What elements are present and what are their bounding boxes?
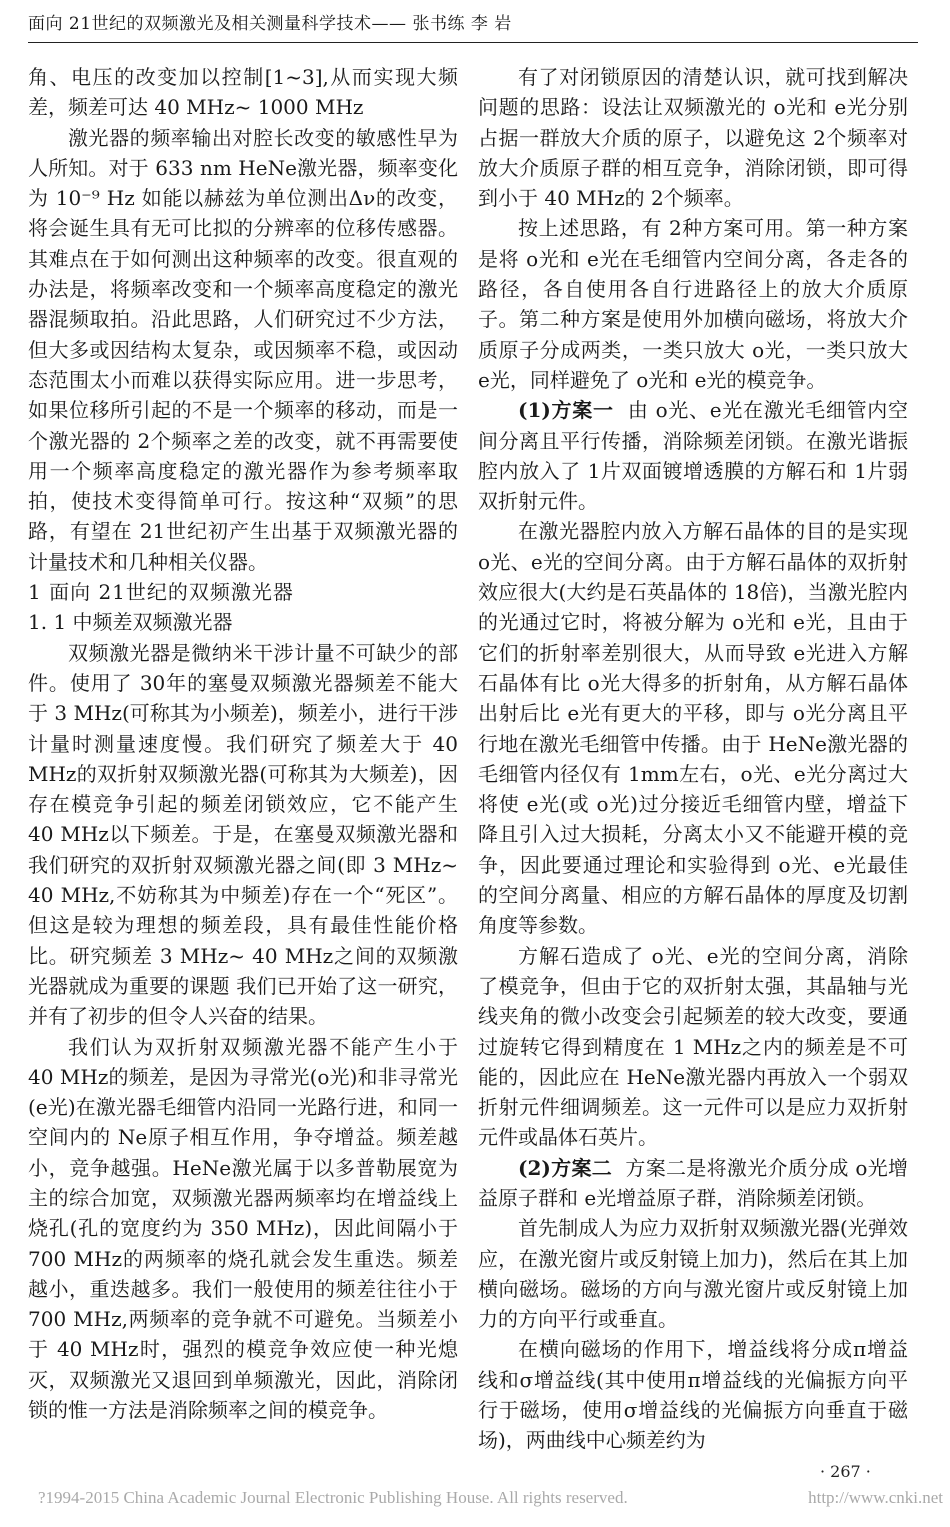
paragraph: 我们认为双折射双频激光器不能产生小于 40 MHz的频差，是因为寻常光(o光)和非寻常光(e光)在激光器毛细管内沿同一光路行进，和同一空间内的 Ne原子相互作用，争夺增益。频差越小，竞争越强。HeNe激光属于以多普勒展宽为主的综合加宽，双频激光器两频率均在增益线上烧孔(孔的宽度约为 350 MHz)，因此间隔小于 700 MHz的两频率的烧孔就会发生重迭。频差越小，重迭越多。我们一般使用的频差往往小于 700 MHz,两频率的竞争就不可避免。当频差小于 40 MHz时，强烈的模竞争效应使一种光熄灭，双频激光又退回到单频激光，因此，消除闭锁的惟一方法是消除频率之间的模竞争。: [28, 1034, 458, 1423]
paragraph: 激光器的频率输出对腔长改变的敏感性早为人所知。对于 633 nm HeNe激光器，频率变化为 10⁻⁹ Hz 如能以赫兹为单位测出Δν的改变，将会诞生具有无可比拟的分辨率的位移传感器。其难点在于如何测出这种频率的改变。很直观的办法是，将频率改变和一个频率高度稳定的激光器混频取拍。沿此思路，人们研究过不少方法，但大多或因结构太复杂，或因频率不稳，或因动态范围太小而难以获得实际应用。进一步思考，如果位移所引起的不是一个频率的移动，而是一个激光器的 2个频率之差的改变，就不再需要使用一个频率高度稳定的激光器作为参考频率取拍，使技术变得简单可行。按这种“双频”的思路，有望在 21世纪初产生出基于双频激光器的计量技术和几种相关仪器。: [28, 125, 458, 574]
footer: [38, 1488, 943, 1518]
scheme-one-text: 由 o光、e光在激光毛细管内空间分离且平行传播，消除频差闭锁。在激光谐振腔内放入了 1片双面镀增透膜的方解石和 1片弱双折射元件。: [478, 398, 909, 514]
footer-url[interactable]: http://www.cnki.net: [808, 1488, 943, 1507]
left-column: [28, 62, 458, 1425]
right-column: [478, 62, 908, 1456]
footer-copyright: ?1994-2015 China Academic Journal Electronic Publishing House. All rights reserved.: [38, 1488, 628, 1507]
running-header: [28, 10, 918, 43]
running-title: 面向 21世纪的双频激光及相关测量科学技术—— 张书练 李 岩: [28, 14, 512, 34]
paragraph: [478, 1153, 908, 1214]
paragraph: 角、电压的改变加以控制[1~3],从而实现大频差，频差可达 40 MHz~ 1000 MHz: [28, 65, 458, 120]
paragraph: 方解石造成了 o光、e光的空间分离，消除了模竞争，但由于它的双折射太强，其晶轴与光线夹角的微小改变会引起频差的较大改变，要通过旋转它得到精度在 1 MHz之内的频差是不可能的，因此应在 HeNe激光器内再放入一个弱双折射元件细调频差。这一元件可以是应力双折射元件或晶体石英片。: [478, 943, 908, 1150]
scheme-one-label: (1)方案一: [518, 398, 614, 423]
paragraph: 双频激光器是微纳米干涉计量不可缺少的部件。使用了 30年的塞曼双频激光器频差不能大于 3 MHz(可称其为小频差)，频差小，进行干涉计量时测量速度慢。我们研究了频差大于 40 MHz的双折射双频激光器(可称其为大频差)，因存在模竞争引起的频差闭锁效应，它不能产生 40 MHz以下频差。于是，在塞曼双频激光器和我们研究的双折射双频激光器之间(即 3 MHz~ 40 MHz,不妨称其为中频差)存在一个“死区”。但这是较为理想的频差段，具有最佳性能价格比。研究频差 3 MHz~ 40 MHz之间的双频激光器就成为重要的课题 我们已开始了这一研究，并有了初步的但令人兴奋的结果。: [28, 640, 458, 1029]
subsection-heading: 1. 1 中频差双频激光器: [28, 610, 233, 635]
paragraph: 按上述思路，有 2种方案可用。第一种方案是将 o光和 e光在毛细管内空间分离，各走各的路径，各自使用各自行进路径上的放大介质原子。第二种方案是使用外加横向磁场，将放大介质原子分成两类，一类只放大 o光，一类只放大 e光，同样避免了 o光和 e光的模竞争。: [478, 216, 908, 392]
section-heading: 1 面向 21世纪的双频激光器: [28, 580, 294, 605]
paragraph: 有了对闭锁原因的清楚认识，就可找到解决问题的思路：设法让双频激光的 o光和 e光分别占据一群放大介质的原子，以避免这 2个频率对放大介质原子群的相互竞争，消除闭锁，即可得到小于 40 MHz的 2个频率。: [478, 65, 908, 211]
paragraph: 首先制成人为应力双折射双频激光器(光弹效应，在激光窗片或反射镜上加力)，然后在其上加横向磁场。磁场的方向与激光窗片或反射镜上加力的方向平行或垂直。: [478, 1216, 908, 1332]
paragraph: 在横向磁场的作用下，增益线将分成π增益线和σ增益线(其中使用π增益线的光偏振方向平行于磁场，使用σ增益线的光偏振方向垂直于磁场)，两曲线中心频差约为: [478, 1337, 908, 1453]
paragraph: 在激光器腔内放入方解石晶体的目的是实现 o光、e光的空间分离。由于方解石晶体的双折射效应很大(大约是石英晶体的 18倍)，当激光腔内的光通过它时，将被分解为 o光和 e光，且由于它们的折射率差别很大，从而导致 e光进入方解石晶体有比 o光大得多的折射角，从方解石晶体出射后比 e光有更大的平移，即与 o光分离且平行地在激光毛细管中传播。由于 HeNe激光器的毛细管内径仅有 1mm左右，o光、e光分离过大将使 e光(或 o光)过分接近毛细管内壁，增益下降且引入过大损耗，分离太小又不能避开模的竞争，因此要通过理论和实验得到 o光、e光最佳的空间分离量、相应的方解石晶体的厚度及切割角度等参数。: [478, 519, 908, 938]
scheme-two-text: 方案二是将激光介质分成 o光增益原子群和 e光增益原子群，消除频差闭锁。: [478, 1155, 909, 1210]
page-number: · 267 ·: [820, 1462, 871, 1481]
paragraph: [478, 395, 908, 516]
scheme-two-label: (2)方案二: [518, 1155, 613, 1180]
